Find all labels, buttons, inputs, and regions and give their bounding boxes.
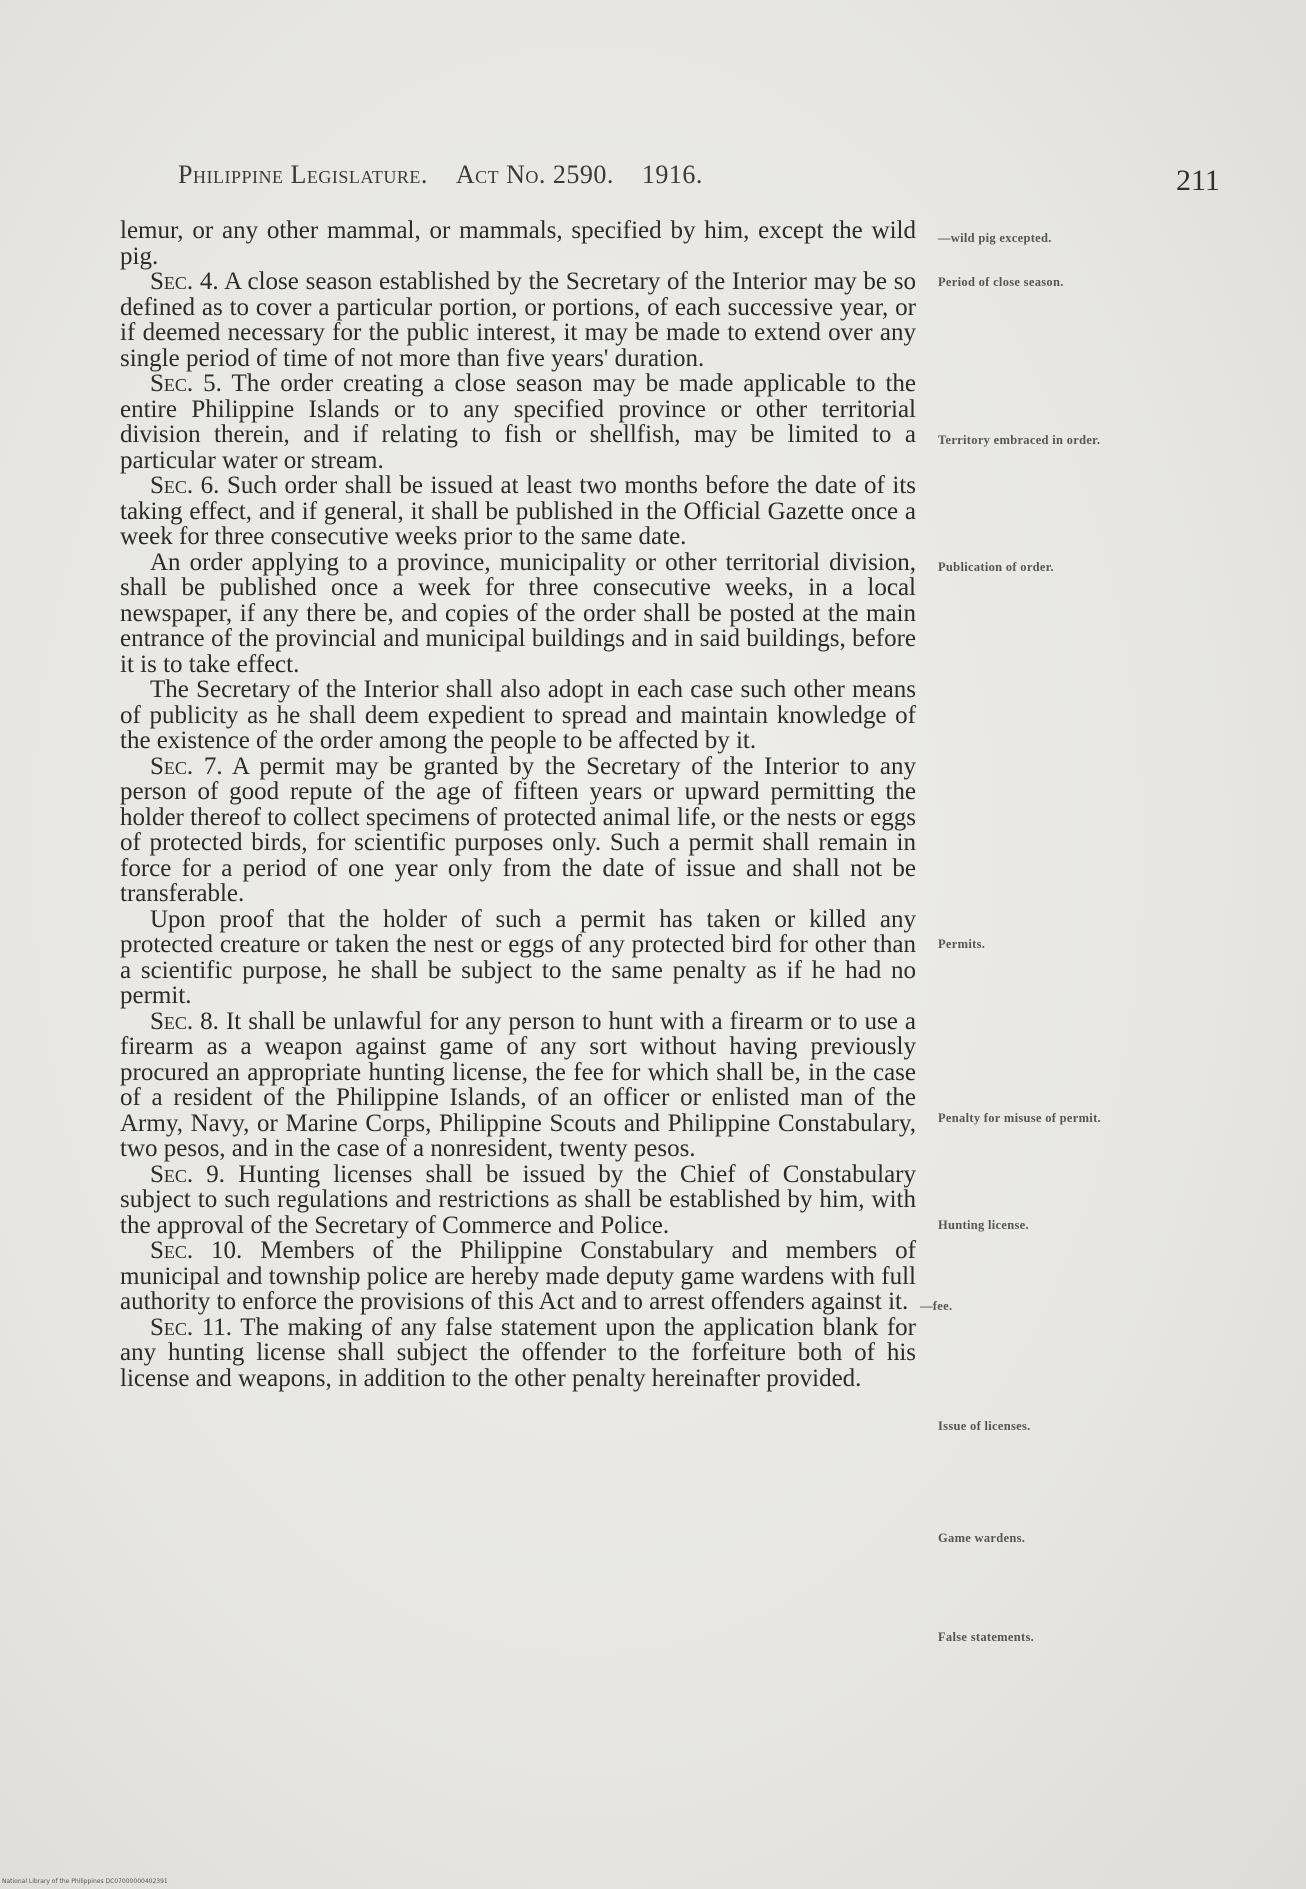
section-paragraph <box>120 473 916 550</box>
section-paragraph <box>120 550 916 678</box>
margin-note: —wild pig excepted. <box>938 231 1052 245</box>
section-text: The Secretary of the Interior shall also adopt in each case such other means of publicity as he shall deem expedient to spread and maintain knowledge of the existence of the order among the people to be affected by it. <box>120 676 916 754</box>
legislature-title: Philippine Legislature. <box>178 160 428 189</box>
section-text: Such order shall be issued at least two months before the date of its taking effect, and if general, it shall be published in the Official Gazette once a week for three consecutive weeks prior to the same date. <box>120 472 917 550</box>
section-number: Sec. 5. <box>150 370 222 397</box>
section-text: lemur, or any other mammal, or mammals, specified by him, except the wild pig. <box>120 217 916 270</box>
margin-note: Period of close season. <box>938 275 1064 289</box>
page-number: 211 <box>1176 164 1220 197</box>
section-text: Hunting licenses shall be issued by the Chief of Constabulary subject to such regulations and restrictions as shall be established by him, with the approval of the Secretary of Commerce and Police. <box>120 1160 917 1239</box>
margin-note: False statements. <box>938 1630 1035 1644</box>
act-number: Act No. 2590. <box>455 160 614 189</box>
margin-note: Game wardens. <box>938 1531 1026 1545</box>
section-paragraph <box>120 677 916 754</box>
section-text: The making of any false statement upon the application blank for any hunting license shall subject the offender to the forfeiture both of his license and weapons, in addition to the other penalty hereinafter provided. <box>120 1313 916 1392</box>
section-text: The order creating a close season may be made applicable to the entire Philippine Islands or to any specified province or other territorial division therein, and if relating to fish or shellfish, may be limited to a particular water or stream. <box>120 370 916 474</box>
section-paragraph <box>120 218 916 269</box>
section-paragraph <box>120 907 916 1009</box>
section-number: Sec. 10. <box>150 1237 243 1264</box>
running-head <box>178 160 703 190</box>
act-year: 1916. <box>641 160 703 189</box>
margin-note: Permits. <box>938 937 986 951</box>
section-number: Sec. 8. <box>150 1007 219 1035</box>
margin-note: Issue of licenses. <box>938 1419 1031 1433</box>
section-text: A close season established by the Secretary of the Interior may be so defined as to cover a particular portion, or portions, of each successive year, or if deemed necessary for the public interest, it may be made to extend over any single period of time of not more than five years' duration. <box>120 268 917 372</box>
margin-note: Publication of order. <box>938 560 1054 574</box>
margin-note: Hunting license. <box>938 1218 1029 1232</box>
section-number: Sec. 11. <box>150 1313 233 1341</box>
margin-note: Territory embraced in order. <box>938 433 1101 447</box>
section-number: Sec. 4. <box>150 268 219 295</box>
section-paragraph <box>120 1238 916 1315</box>
section-text: An order applying to a province, municipality or other territorial division, shall be published once a week for three consecutive weeks, in a local newspaper, if any there be, and copies of the order shall be posted at the main entrance of the provincial and municipal buildings and in said buildings, before it is to take effect. <box>120 548 916 678</box>
margin-note: Penalty for misuse of permit. <box>938 1111 1101 1125</box>
section-paragraph <box>120 1162 916 1239</box>
section-number: Sec. 9. <box>150 1160 226 1188</box>
section-text: It shall be unlawful for any person to hunt with a firearm or to use a firearm as a weapon against game of any sort without having previously procured an appropriate hunting license, the fee for which shall be, in the case of a resident of the Philippine Islands, of an officer or enlisted man of the Army, Navy, or Marine Corps, Philippine Scouts and Philippine Constabulary, two pesos, and in the case of a nonresident, twenty pesos. <box>120 1007 917 1162</box>
section-text: Upon proof that the holder of such a permit has taken or killed any protected creature or taken the nest or eggs of any protected bird for other than a scientific purpose, he shall be subject to the same penalty as if he had no permit. <box>120 905 916 1009</box>
section-number: Sec. 7. <box>150 752 223 780</box>
margin-note-fee: —fee. <box>920 1299 953 1313</box>
section-paragraph <box>120 269 916 371</box>
footer-credit: National Library of the Philippines DC07000000402391 <box>2 1878 168 1885</box>
section-text: Members of the Philippine Constabulary and members of municipal and township police are hereby made deputy game wardens with full authority to enforce the provisions of this Act and to arrest offenders against it. <box>120 1237 916 1315</box>
section-paragraph <box>120 1009 916 1162</box>
section-paragraph <box>120 754 916 907</box>
section-number: Sec. 6. <box>150 472 220 499</box>
section-paragraph <box>120 371 916 473</box>
document-body <box>120 217 1101 1644</box>
section-paragraph <box>120 1315 916 1392</box>
section-text: A permit may be granted by the Secretary of the Interior to any person of good repute of the age of fifteen years or upward permitting the holder thereof to collect specimens of protected animal life, or the nests or eggs of protected birds, for scientific purposes only. Such a permit shall remain in force for a period of one year only from the date of issue and shall not be transferable. <box>120 752 917 907</box>
